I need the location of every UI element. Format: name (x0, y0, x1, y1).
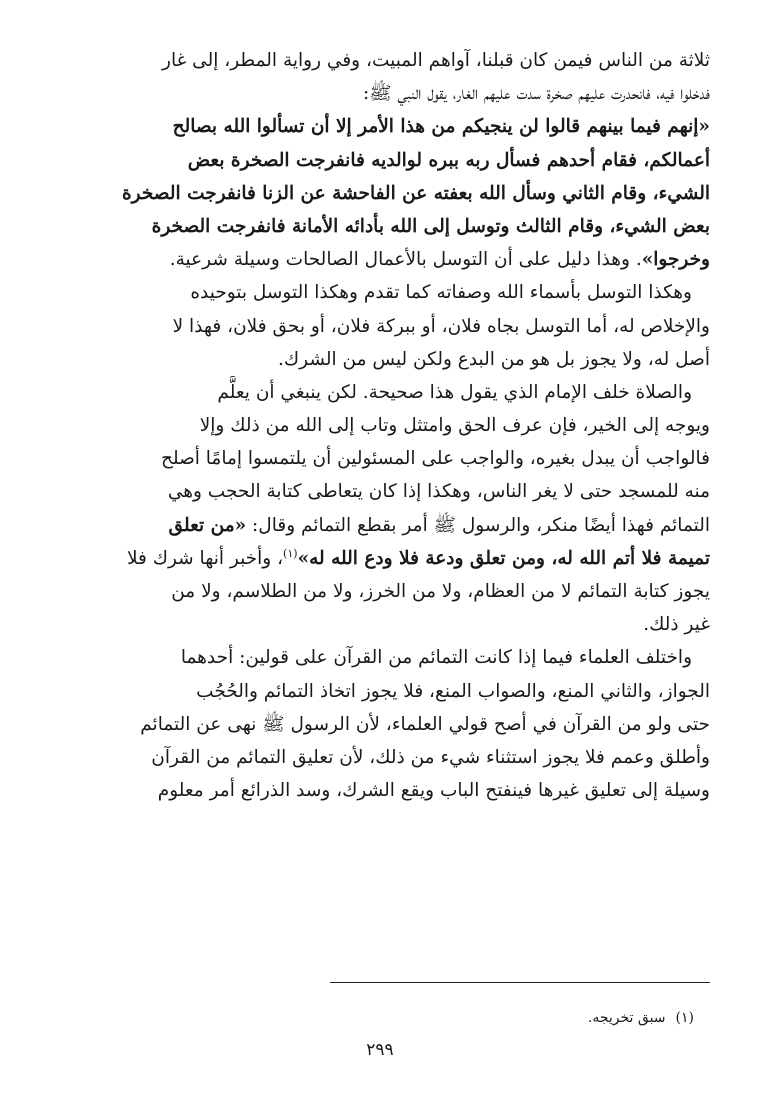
paragraph-start: والصلاة خلف الإمام الذي يقول هذا صحيحة. لكن ينبغي أن يعلَّم (217, 381, 692, 403)
hadith-line: «إنهم فيما بينهم قالوا لن ينجيكم من هذا الأمر إلا أن تسألوا الله بصالح (172, 116, 710, 138)
text-line (74, 509, 710, 542)
text-line: حتى ولو من القرآن في أصح قولي العلماء، لأن الرسول ﷺ نهى عن التمائم (140, 713, 710, 735)
footnote-text: سبق تخريجه. (587, 1010, 666, 1026)
footnote-number: (١) (675, 1010, 694, 1026)
hadith-line: بعض الشيء، وقام الثالث وتوسل إلى الله بأدائه الأمانة فانفرجت الصخرة (151, 215, 710, 237)
text-line: فدخلوا فيه، فانحدرت عليهم صخرة سدت عليهم الغار، يقول النبي ﷺ: (363, 83, 710, 105)
page-number: ٢٩٩ (366, 1040, 394, 1060)
text-line: ثلاثة من الناس فيمن كان قبلنا، آواهم المبيت، وفي رواية المطر، إلى غار (162, 50, 710, 71)
text-line (74, 542, 710, 575)
text-line: وأطلق وعمم فلا يجوز استثناء شيء من ذلك، لأن تعليق التمائم من القرآن (151, 746, 710, 768)
text-line: أصل له، ولا يجوز بل هو من البدع ولكن ليس من الشرك. (278, 348, 710, 370)
footnote-divider (330, 982, 710, 983)
text-line (74, 243, 710, 276)
footnote (94, 1010, 694, 1026)
text-line: منه للمسجد حتى لا يغر الناس، وهكذا إذا كان يتعاطى كتابة الحجب وهي (167, 481, 710, 503)
hadith-end: وخرجوا» (641, 249, 710, 271)
hadith-start: «من تعلق (168, 514, 247, 536)
text-fragment: التمائم فهذا أيضًا منكر، والرسول ﷺ أمر بقطع التمائم وقال: (246, 514, 710, 536)
paragraph-start: واختلف العلماء فيما إذا كانت التمائم من القرآن على قولين: أحدهما (180, 647, 692, 669)
text-line: وسيلة إلى تعليق غيرها فينفتح الباب ويقع الشرك، وسد الذرائع أمر معلوم (157, 780, 710, 802)
body-text (74, 44, 710, 807)
text-fragment: ، وأخبر أنها شرك فلا (126, 547, 284, 569)
text-line: الجواز، والثاني المنع، والصواب المنع، فلا يجوز اتخاذ التمائم والحُجُب (196, 680, 710, 702)
text-line: يجوز كتابة التمائم لا من العظام، ولا من الخرز، ولا من الطلاسم، ولا من (171, 581, 710, 602)
text-fragment: . وهذا دليل على أن التوسل بالأعمال الصالحات وسيلة شرعية. (169, 249, 642, 271)
hadith-line: أعمالكم، فقام أحدهم فسأل ربه ببره لوالديه فانفرجت الصخرة بعض (187, 149, 710, 171)
hadith-end: تميمة فلا أتم الله له، ومن تعلق ودعة فلا ودع الله له» (297, 547, 710, 569)
footnote-ref[interactable]: (١) (283, 546, 298, 560)
text-line: والإخلاص له، أما التوسل بجاه فلان، أو ببركة فلان، أو بحق فلان، فهذا لا (172, 315, 710, 337)
paragraph-start: وهكذا التوسل بأسماء الله وصفاته كما تقدم وهكذا التوسل بتوحيده (190, 282, 692, 304)
text-line: فالواجب أن يبدل بغيره، والواجب على المسئولين أن يلتمسوا إمامًا أصلح (161, 448, 710, 470)
text-line: ويوجه إلى الخير، فإن عرف الحق وامتثل وتاب إلى الله من ذلك وإلا (199, 415, 710, 437)
hadith-line: الشيء، وقام الثاني وسأل الله بعفته عن الفاحشة عن الزنا فانفرجت الصخرة (121, 182, 710, 204)
text-line: غير ذلك. (643, 614, 710, 636)
